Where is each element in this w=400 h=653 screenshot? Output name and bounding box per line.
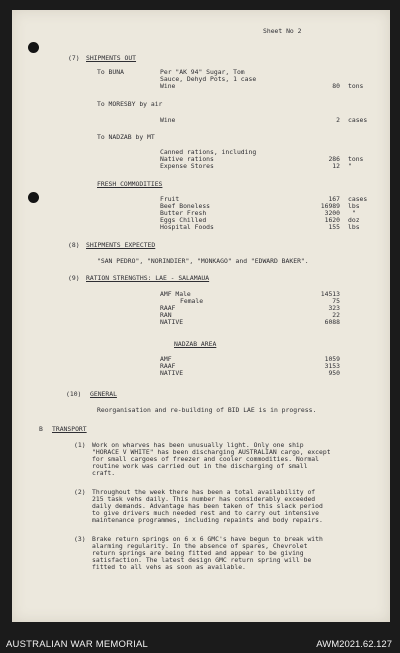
- fresh-item: Beef Boneless: [160, 202, 211, 210]
- fresh-item: Eggs Chilled: [160, 216, 207, 224]
- section-8-number: (8): [68, 241, 80, 249]
- transport-line: return springs are being fitted and appear to be giving: [92, 549, 304, 557]
- fresh-item: Hospital Foods: [160, 223, 214, 231]
- transport-line: daily demands. Advantage has been taken of this slack period: [92, 502, 323, 510]
- ration-qty: 950: [328, 369, 340, 377]
- buna-line-3: Wine: [160, 82, 176, 90]
- ration-label: RAN: [160, 311, 172, 319]
- buna-qty: 80: [332, 82, 340, 90]
- ration-label: AMF: [160, 355, 172, 363]
- punch-hole: [28, 192, 39, 203]
- buna-destination: To BUNA: [97, 68, 124, 76]
- transport-line: routine work was carried out in the discharging of small: [92, 462, 308, 470]
- moresby-qty: 2: [336, 116, 340, 124]
- section-10-heading: GENERAL: [90, 390, 117, 398]
- fresh-unit: doz: [348, 216, 360, 224]
- section-10-number: (10): [66, 390, 82, 398]
- moresby-unit: cases: [348, 116, 368, 124]
- nadzab-unit-native: tons: [348, 155, 364, 163]
- nadzab-qty-native: 286: [328, 155, 340, 163]
- transport-line: satisfaction. The latest design GMC return spring will be: [92, 556, 312, 564]
- buna-unit: tons: [348, 82, 364, 90]
- punch-hole: [28, 42, 39, 53]
- transport-item-number: (3): [74, 535, 86, 543]
- transport-line: craft.: [92, 469, 116, 477]
- ration-qty: 14513: [320, 290, 340, 298]
- ration-label: AMF Male: [160, 290, 191, 298]
- ration-qty: 323: [328, 304, 340, 312]
- footer-accession-number: AWM2021.62.127: [316, 639, 392, 650]
- fresh-qty: 3200: [324, 209, 340, 217]
- section-7-number: (7): [68, 54, 80, 62]
- fresh-unit: lbs: [348, 223, 360, 231]
- buna-line-2: Sauce, Dehyd Pots, 1 case: [160, 75, 257, 83]
- nadzab-unit-stores: ": [348, 162, 352, 170]
- ration-qty: 75: [332, 297, 340, 305]
- transport-line: fitted to all vehs as soon as available.: [92, 563, 246, 571]
- moresby-destination: To MORESBY by air: [97, 100, 163, 108]
- transport-line: Work on wharves has been unusually light. Only one ship: [92, 441, 304, 449]
- section-b-heading: TRANSPORT: [52, 425, 87, 433]
- transport-item-number: (1): [74, 441, 86, 449]
- transport-line: Brake return springs on 6 x 6 GMC's have begun to break with: [92, 535, 323, 543]
- ration-qty: 1059: [324, 355, 340, 363]
- nadzab-line-2: Native rations: [160, 155, 214, 163]
- nadzab-area-heading: NADZAB AREA: [174, 340, 217, 348]
- expected-ships: "SAN PEDRO", "NORINDIER", "MONKAGO" and "EDWARD BAKER".: [97, 257, 309, 265]
- nadzab-line-1: Canned rations, including: [160, 148, 257, 156]
- fresh-unit: cases: [348, 195, 368, 203]
- nadzab-qty-stores: 12: [332, 162, 340, 170]
- section-8-heading: SHIPMENTS EXPECTED: [86, 241, 156, 249]
- footer-institution: AUSTRALIAN WAR MEMORIAL: [6, 639, 149, 650]
- fresh-unit: ": [352, 209, 356, 217]
- transport-line: 215 task vehs daily. This number has considerably exceeded: [92, 495, 316, 503]
- buna-line-1: Per "AK 94" Sugar, Tom: [160, 68, 245, 76]
- fresh-qty: 1620: [324, 216, 340, 224]
- transport-item-number: (2): [74, 488, 86, 496]
- ration-label: Female: [180, 297, 204, 305]
- fresh-commodities-heading: FRESH COMMODITIES: [97, 180, 163, 188]
- moresby-item: Wine: [160, 116, 176, 124]
- fresh-item: Butter Fresh: [160, 209, 207, 217]
- section-7-heading: SHIPMENTS OUT: [86, 54, 137, 62]
- ration-label: RAAF: [160, 362, 176, 370]
- ration-label: NATIVE: [160, 369, 184, 377]
- transport-line: to give drivers much needed rest and to carry out intensive: [92, 509, 320, 517]
- document-page: [12, 10, 390, 622]
- fresh-item: Fruit: [160, 195, 180, 203]
- nadzab-line-3: Expense Stores: [160, 162, 214, 170]
- section-9-heading: RATION STRENGTHS: LAE - SALAMAUA: [86, 274, 210, 282]
- transport-line: maintenance programmes, including repaints and body repairs.: [92, 516, 323, 524]
- archive-footer: [0, 637, 400, 653]
- sheet-number: Sheet No 2: [263, 27, 302, 35]
- ration-qty: 22: [332, 311, 340, 319]
- transport-line: "HORACE V WHITE" has been discharging AUSTRALIAN cargo, except: [92, 448, 331, 456]
- fresh-qty: 155: [328, 223, 340, 231]
- fresh-qty: 167: [328, 195, 340, 203]
- transport-line: for small cargoes of freezer and cooler commodities. Normal: [92, 455, 320, 463]
- section-b-letter: B: [39, 425, 43, 433]
- fresh-qty: 16989: [320, 202, 340, 210]
- ration-qty: 3153: [324, 362, 340, 370]
- fresh-unit: lbs: [348, 202, 360, 210]
- general-text: Reorganisation and re-building of BID LAE is in progress.: [97, 406, 317, 414]
- section-9-number: (9): [68, 274, 80, 282]
- ration-qty: 6088: [324, 318, 340, 326]
- transport-line: alarming regularity. In the absence of spares, Chevrolet: [92, 542, 308, 550]
- nadzab-destination: To NADZAB by MT: [97, 133, 155, 141]
- ration-label: NATIVE: [160, 318, 184, 326]
- transport-line: Throughout the week there has been a total availability of: [92, 488, 316, 496]
- ration-label: RAAF: [160, 304, 176, 312]
